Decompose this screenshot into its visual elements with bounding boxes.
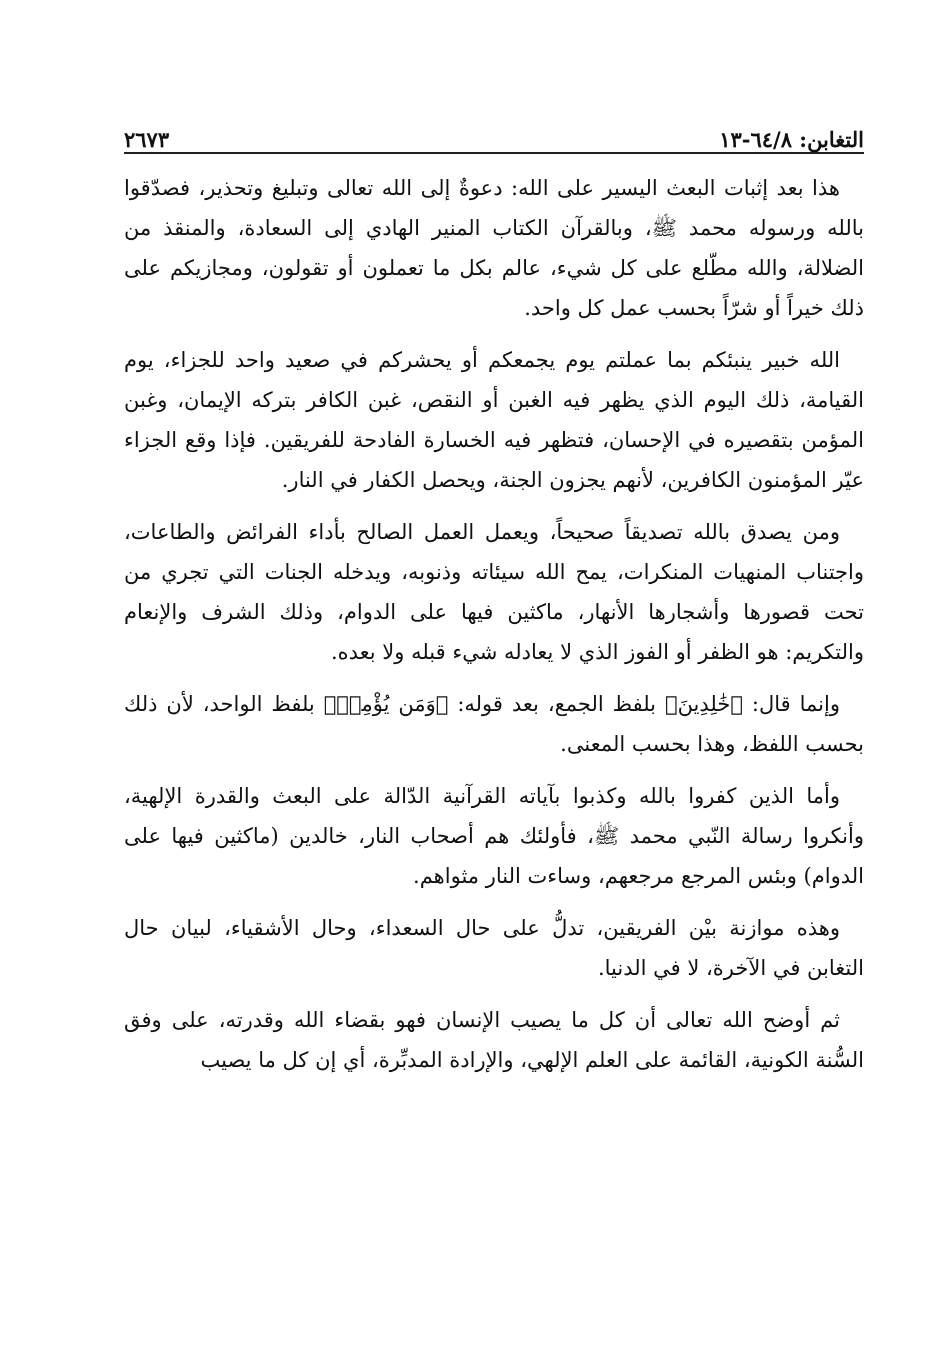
paragraph: هذا بعد إثبات البعث اليسير على الله: دعوةٌ إلى الله تعالى وتبليغ وتحذير، فصدّقوا بالله ورسوله محمد ﷺ، وبالقرآن الكتاب المنير الهادي إلى السعادة، والمنقذ من الضلالة، والله مطّلع على كل شيء، عالم بكل ما تعملون أو تقولون، ومجازيكم على ذلك خيراً أو شرّاً بحسب عمل كل واحد. bbox=[124, 176, 864, 320]
header-divider bbox=[124, 152, 864, 154]
paragraph: الله خبير ينبئكم بما عملتم يوم يجمعكم أو يحشركم في صعيد واحد للجزاء، يوم القيامة، ذلك اليوم الذي يظهر فيه الغبن أو النقص، غبن الكافر بتركه الإيمان، وغبن المؤمن بتقصيره في الإحسان، فتظهر فيه الخسارة الفادحة للفريقين. فإذا وقع الجزاء عيّر المؤمنون الكافرين، لأنهم يجزون الجنة، ويحصل الكفار في النار. bbox=[124, 348, 864, 492]
paragraph: ومن يصدق بالله تصديقاً صحيحاً، ويعمل العمل الصالح بأداء الفرائض والطاعات، واجتناب المنهيات المنكرات، يمح الله سيئاته وذنوبه، ويدخله الجنات التي تجري من تحت قصورها وأشجارها الأنهار، ماكثين فيها على الدوام، وذلك الشرف والإنعام والتكريم: هو الظفر أو الفوز الذي لا يعادله شيء قبله ولا بعده. bbox=[124, 520, 864, 664]
page-number: ٢٦٧٣ bbox=[124, 127, 170, 152]
paragraph: وإنما قال: ﴿خَٰلِدِينَ﴾ بلفظ الجمع، بعد قوله: ﴿وَمَن يُؤْمِنۢ﴾ بلفظ الواحد، لأن ذلك بحسب اللفظ، وهذا بحسب المعنى. bbox=[124, 692, 864, 756]
surah-reference: التغابن: ٦٤/٨-١٣ bbox=[719, 127, 864, 152]
paragraph: ثم أوضح الله تعالى أن كل ما يصيب الإنسان فهو بقضاء الله وقدرته، على وفق السُّنة الكونية، القائمة على العلم الإلهي، والإرادة المدبِّرة، أي إن كل ما يصيب bbox=[124, 1008, 864, 1072]
paragraph: وهذه موازنة بيْن الفريقين، تدلُّ على حال السعداء، وحال الأشقياء، لبيان حال التغابن في الآخرة، لا في الدنيا. bbox=[124, 916, 864, 980]
body-text bbox=[124, 168, 864, 1092]
paragraph: وأما الذين كفروا بالله وكذبوا بآياته القرآنية الدّالة على البعث والقدرة الإلهية، وأنكروا رسالة النّبي محمد ﷺ، فأولئك هم أصحاب النار، خالدين (ماكثين فيها على الدوام) وبئس المرجع مرجعهم، وساءت النار مثواهم. bbox=[124, 784, 864, 888]
page-header bbox=[124, 112, 864, 152]
